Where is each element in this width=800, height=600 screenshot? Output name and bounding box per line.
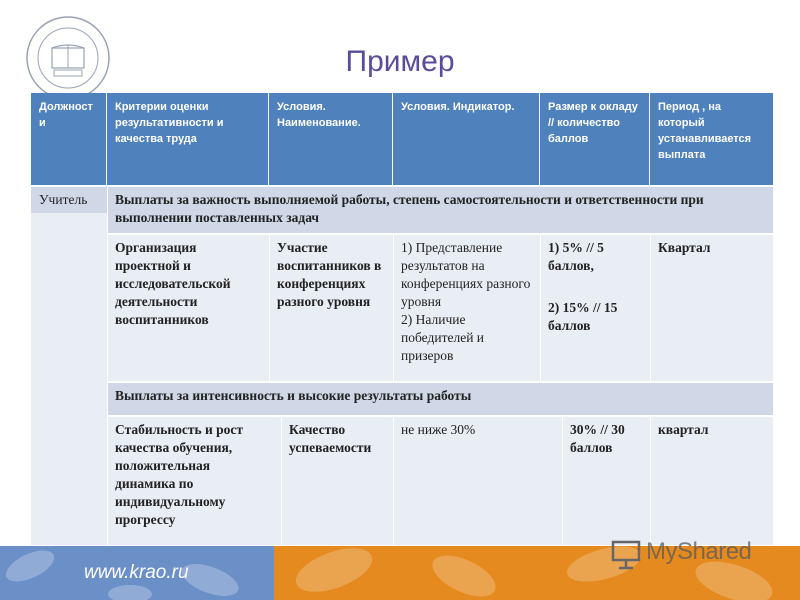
header-indicator: Условия. Индикатор.: [393, 93, 540, 185]
footer-url: www.krao.ru: [84, 562, 189, 583]
header-period: Период , на который устанавливается выплата: [650, 93, 773, 185]
grid-line: [107, 187, 108, 545]
section2-condition-name: Качество успеваемости: [281, 417, 393, 545]
header-criteria: Критерии оценки результативности и качества труда: [107, 93, 269, 185]
watermark: [608, 536, 778, 572]
grid-line: [269, 235, 270, 381]
slide-title: Пример: [345, 45, 455, 78]
section2-period: квартал: [650, 417, 773, 545]
presentation-board-icon: [610, 538, 644, 572]
watermark-text: MyShared: [646, 538, 752, 565]
indicator-line-1: 1) Представление результатов на конференциях разного уровня: [401, 240, 531, 309]
section1-title: Выплаты за важность выполняемой работы, степень самостоятельности и ответственности при выполнении поставленных задач: [107, 187, 773, 233]
header-size: Размер к окладу // количество баллов: [540, 93, 650, 185]
position-cell: Учитель: [31, 187, 107, 213]
section1-criteria: Организация проектной и исследовательской деятельности воспитанников: [107, 235, 269, 381]
grid-line: [562, 417, 563, 545]
footer-left-panel: [0, 546, 274, 600]
indicator-line-2: 2) Наличие победителей и призеров: [401, 312, 485, 363]
header-position: Должност и: [31, 93, 107, 185]
payment-criteria-table: [31, 93, 773, 545]
grid-line: [281, 417, 282, 545]
section1-size: [540, 235, 650, 381]
grid-line: [650, 235, 651, 381]
section2-title: Выплаты за интенсивность и высокие результаты работы: [107, 383, 773, 415]
section1-indicator: [393, 235, 540, 381]
header-condition-name: Условия. Наименование.: [269, 93, 393, 185]
section1-condition-name: Участие воспитанников в конференциях разного уровня: [269, 235, 393, 381]
grid-line: [650, 417, 651, 545]
grid-line: [540, 235, 541, 381]
section2-criteria: Стабильность и рост качества обучения, положительная динамика по индивидуальному прогрессу: [107, 417, 281, 545]
size-line-1: 1) 5% // 5 баллов,: [548, 240, 604, 273]
size-line-2: 2) 15% // 15 баллов: [548, 300, 618, 333]
section2-indicator: не ниже 30%: [393, 417, 562, 545]
section1-period: Квартал: [650, 235, 773, 381]
section2-size: 30% // 30 баллов: [562, 417, 650, 545]
grid-line: [393, 417, 394, 545]
grid-line: [393, 235, 394, 381]
position-column: [31, 187, 107, 545]
